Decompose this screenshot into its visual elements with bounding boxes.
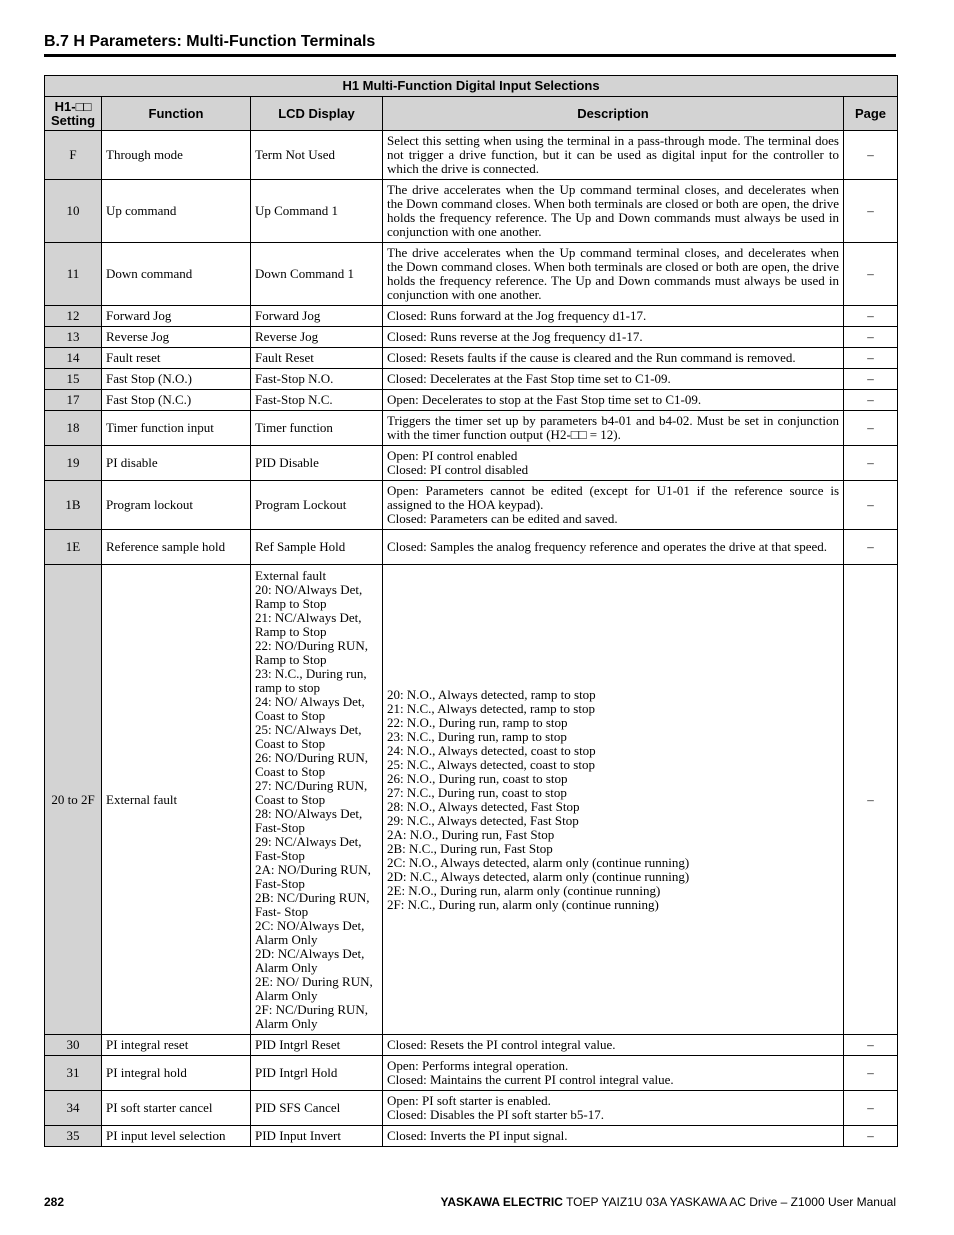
lcd-display-cell-line: Fast- Stop xyxy=(255,903,309,919)
description-cell-line: 2C: N.O., Always detected, alarm only (continue running) xyxy=(387,854,690,870)
lcd-display-cell xyxy=(251,348,383,369)
table-row xyxy=(45,411,898,446)
description-cell xyxy=(383,481,844,530)
lcd-display-cell-line: 23: N.C., During run, xyxy=(255,665,367,681)
footer-manual-title: TOEP YAIZ1U 03A YASKAWA AC Drive – Z1000 User Manual xyxy=(566,1195,896,1209)
lcd-display-cell-line: Alarm Only xyxy=(255,987,318,1003)
description-cell-line: 25: N.C., Always detected, coast to stop xyxy=(387,756,595,772)
function-cell: Timer function input xyxy=(102,411,251,446)
lcd-display-cell-line: Alarm Only xyxy=(255,959,318,975)
lcd-display-cell xyxy=(251,243,383,306)
description-cell-line: Closed: Decelerates at the Fast Stop time set to C1-09. xyxy=(387,371,671,386)
footer-brand: YASKAWA ELECTRIC xyxy=(440,1195,563,1209)
lcd-display-cell-line: 22: NO/During RUN, xyxy=(255,637,369,653)
setting-cell: 13 xyxy=(45,327,102,348)
function-cell: PI disable xyxy=(102,446,251,481)
lcd-display-cell-line: Ref Sample Hold xyxy=(255,539,346,554)
lcd-display-cell xyxy=(251,180,383,243)
lcd-display-cell xyxy=(251,1126,383,1147)
lcd-display-cell-line: PID Disable xyxy=(255,455,319,470)
setting-cell: 17 xyxy=(45,390,102,411)
lcd-display-cell-line: 25: NC/Always Det, xyxy=(255,721,362,737)
function-cell: PI soft starter cancel xyxy=(102,1091,251,1126)
section-title: B.7 H Parameters: Multi-Function Terminals xyxy=(44,33,376,50)
description-cell-line: 29: N.C., Always detected, Fast Stop xyxy=(387,812,579,828)
description-cell-line: 2F: N.C., During run, alarm only (continue running) xyxy=(387,896,659,912)
description-cell-line: The drive accelerates when the Up command terminal closes, and decelerates when the Down command closes. When both terminals are closed or both are open, the drive holds the frequency reference. The Up and Down commands must always be used in conjunction with one another. xyxy=(387,245,839,302)
lcd-display-cell-line: Ramp to Stop xyxy=(255,623,327,639)
function-cell: Program lockout xyxy=(102,481,251,530)
setting-cell: 12 xyxy=(45,306,102,327)
description-cell-line: Closed: Runs forward at the Jog frequency d1-17. xyxy=(387,308,647,323)
lcd-display-cell-line: Coast to Stop xyxy=(255,791,326,807)
lcd-display-cell xyxy=(251,369,383,390)
table-row xyxy=(45,1091,898,1126)
table-row xyxy=(45,327,898,348)
lcd-display-cell-line: Ramp to Stop xyxy=(255,651,327,667)
function-cell: Fast Stop (N.O.) xyxy=(102,369,251,390)
setting-cell: 10 xyxy=(45,180,102,243)
page-cell: – xyxy=(844,180,898,243)
lcd-display-cell xyxy=(251,306,383,327)
page-cell: – xyxy=(844,446,898,481)
table-row xyxy=(45,131,898,180)
description-cell-line: 22: N.O., During run, ramp to stop xyxy=(387,714,568,730)
function-cell: PI integral reset xyxy=(102,1035,251,1056)
description-cell-line: Open: Performs integral operation. xyxy=(387,1058,569,1073)
description-cell xyxy=(383,446,844,481)
setting-cell: 11 xyxy=(45,243,102,306)
page-cell: – xyxy=(844,1035,898,1056)
lcd-display-cell-line: 26: NO/During RUN, xyxy=(255,749,369,765)
description-cell-line: 21: N.C., Always detected, ramp to stop xyxy=(387,700,595,716)
setting-cell: 15 xyxy=(45,369,102,390)
lcd-display-cell xyxy=(251,565,383,1035)
setting-cell: 31 xyxy=(45,1056,102,1091)
description-cell-line: Closed: Runs reverse at the Jog frequency d1-17. xyxy=(387,329,643,344)
lcd-display-cell-line: Coast to Stop xyxy=(255,707,326,723)
description-cell-line: 27: N.C., During run, coast to stop xyxy=(387,784,567,800)
lcd-display-cell-line: External fault xyxy=(255,567,327,583)
description-cell xyxy=(383,1126,844,1147)
page-cell: – xyxy=(844,565,898,1035)
function-cell: Fast Stop (N.C.) xyxy=(102,390,251,411)
table-caption: H1 Multi-Function Digital Input Selections xyxy=(45,76,898,97)
lcd-display-cell-line: Fast-Stop xyxy=(255,819,305,835)
lcd-display-cell-line: Fault Reset xyxy=(255,350,314,365)
page-cell: – xyxy=(844,1091,898,1126)
description-cell-line: 26: N.O., During run, coast to stop xyxy=(387,770,568,786)
description-cell xyxy=(383,530,844,565)
description-cell xyxy=(383,327,844,348)
function-cell: PI integral hold xyxy=(102,1056,251,1091)
lcd-display-cell-line: 2F: NC/During RUN, xyxy=(255,1001,369,1017)
lcd-display-cell-line: Fast-Stop xyxy=(255,875,305,891)
description-cell-line: Open: Parameters cannot be edited (except for U1-01 if the reference source is assigned to the HOA keypad). xyxy=(387,483,839,512)
description-cell-line: Open: PI soft starter is enabled. xyxy=(387,1093,551,1108)
description-cell-line: 2B: N.C., During run, Fast Stop xyxy=(387,840,553,856)
description-cell-line: Closed: Maintains the current PI control integral value. xyxy=(387,1072,674,1087)
description-cell xyxy=(383,1091,844,1126)
lcd-display-cell-line: Forward Jog xyxy=(255,308,321,323)
setting-cell: F xyxy=(45,131,102,180)
description-cell-line: 20: N.O., Always detected, ramp to stop xyxy=(387,686,596,702)
lcd-display-cell-line: Alarm Only xyxy=(255,1015,318,1031)
lcd-display-cell xyxy=(251,1035,383,1056)
column-header-page: Page xyxy=(844,97,898,131)
function-cell: Up command xyxy=(102,180,251,243)
function-cell: Reference sample hold xyxy=(102,530,251,565)
table-row xyxy=(45,390,898,411)
description-cell-line: 28: N.O., Always detected, Fast Stop xyxy=(387,798,580,814)
table-row xyxy=(45,1035,898,1056)
lcd-display-cell-line: 2D: NC/Always Det, xyxy=(255,945,365,961)
description-cell-line: Closed: Disables the PI soft starter b5-17. xyxy=(387,1107,604,1122)
page-cell: – xyxy=(844,327,898,348)
table-row xyxy=(45,180,898,243)
setting-cell: 19 xyxy=(45,446,102,481)
lcd-display-cell xyxy=(251,446,383,481)
lcd-display-cell xyxy=(251,1056,383,1091)
function-cell: Forward Jog xyxy=(102,306,251,327)
description-cell-line: Open: PI control enabled xyxy=(387,448,518,463)
lcd-display-cell-line: PID Intgrl Reset xyxy=(255,1037,341,1052)
description-cell-line: Closed: Inverts the PI input signal. xyxy=(387,1128,568,1143)
description-cell-line: Triggers the timer set up by parameters b4-01 and b4-02. Must be set in conjunction with the timer function output (H2-□□ = 12). xyxy=(387,413,839,442)
function-cell: External fault xyxy=(102,565,251,1035)
function-cell: PI input level selection xyxy=(102,1126,251,1147)
page-cell: – xyxy=(844,348,898,369)
column-header-lcd-display: LCD Display xyxy=(251,97,383,131)
lcd-display-cell xyxy=(251,411,383,446)
description-cell-line: 2D: N.C., Always detected, alarm only (continue running) xyxy=(387,868,690,884)
setting-cell: 20 to 2F xyxy=(45,565,102,1035)
setting-cell: 1B xyxy=(45,481,102,530)
lcd-display-cell-line: 27: NC/During RUN, xyxy=(255,777,368,793)
description-cell-line: Closed: Resets faults if the cause is cleared and the Run command is removed. xyxy=(387,350,796,365)
lcd-display-cell-line: Program Lockout xyxy=(255,497,347,512)
column-header-function: Function xyxy=(102,97,251,131)
lcd-display-cell xyxy=(251,131,383,180)
description-cell-line: 23: N.C., During run, ramp to stop xyxy=(387,728,567,744)
table-row xyxy=(45,306,898,327)
lcd-display-cell-line: 2C: NO/Always Det, xyxy=(255,917,365,933)
description-cell xyxy=(383,348,844,369)
page-cell: – xyxy=(844,481,898,530)
lcd-display-cell-line: 2A: NO/During RUN, xyxy=(255,861,371,877)
setting-cell: 14 xyxy=(45,348,102,369)
lcd-display-cell-line: PID Intgrl Hold xyxy=(255,1065,338,1080)
table-row xyxy=(45,446,898,481)
table-row xyxy=(45,481,898,530)
function-cell: Through mode xyxy=(102,131,251,180)
lcd-display-cell-line: Fast-Stop N.O. xyxy=(255,371,334,386)
setting-cell: 18 xyxy=(45,411,102,446)
page-cell: – xyxy=(844,131,898,180)
table-row xyxy=(45,243,898,306)
page-cell: – xyxy=(844,1056,898,1091)
description-cell-line: Closed: Samples the analog frequency reference and operates the drive at that speed. xyxy=(387,539,828,554)
description-cell-line: Closed: Resets the PI control integral value. xyxy=(387,1037,616,1052)
page-number: 282 xyxy=(44,1195,65,1209)
lcd-display-cell xyxy=(251,481,383,530)
description-cell-line: Select this setting when using the terminal in a pass-through mode. The terminal does not trigger a drive function, but it can be used as digital input for the controller to which the drive is connected. xyxy=(387,133,839,176)
function-cell: Down command xyxy=(102,243,251,306)
description-cell-line: Closed: PI control disabled xyxy=(387,462,529,477)
lcd-display-cell-line: Up Command 1 xyxy=(255,203,339,218)
lcd-display-cell-line: PID Input Invert xyxy=(255,1128,341,1143)
lcd-display-cell-line: Fast-Stop N.C. xyxy=(255,392,333,407)
description-cell-line: The drive accelerates when the Up command terminal closes, and decelerates when the Down command closes. When both terminals are closed or both are open, the drive holds the frequency reference. The Up and Down commands must always be used in conjunction with one another. xyxy=(387,182,839,239)
table-row xyxy=(45,530,898,565)
table-row xyxy=(45,348,898,369)
description-cell xyxy=(383,1035,844,1056)
title-rule xyxy=(44,54,896,57)
description-cell xyxy=(383,180,844,243)
page-cell: – xyxy=(844,306,898,327)
description-cell xyxy=(383,306,844,327)
lcd-display-cell-line: 29: NC/Always Det, xyxy=(255,833,362,849)
lcd-display-cell xyxy=(251,390,383,411)
page-cell: – xyxy=(844,411,898,446)
lcd-display-cell-line: 2E: NO/ During RUN, xyxy=(255,973,373,989)
table-row xyxy=(45,369,898,390)
setting-cell: 34 xyxy=(45,1091,102,1126)
lcd-display-cell-line: Timer function xyxy=(255,420,333,435)
lcd-display-cell-line: Term Not Used xyxy=(255,147,335,162)
lcd-display-cell-line: 21: NC/Always Det, xyxy=(255,609,362,625)
description-cell-line: Closed: Parameters can be edited and saved. xyxy=(387,511,618,526)
table-body xyxy=(45,131,898,1147)
description-cell xyxy=(383,1056,844,1091)
description-cell xyxy=(383,369,844,390)
lcd-display-cell-line: Ramp to Stop xyxy=(255,595,327,611)
lcd-display-cell xyxy=(251,1091,383,1126)
table-row xyxy=(45,565,898,1035)
table-row xyxy=(45,1056,898,1091)
page-cell: – xyxy=(844,1126,898,1147)
setting-cell: 35 xyxy=(45,1126,102,1147)
lcd-display-cell-line: Alarm Only xyxy=(255,931,318,947)
description-cell-line: 24: N.O., Always detected, coast to stop xyxy=(387,742,596,758)
lcd-display-cell xyxy=(251,327,383,348)
setting-cell: 30 xyxy=(45,1035,102,1056)
description-cell xyxy=(383,243,844,306)
page-cell: – xyxy=(844,530,898,565)
lcd-display-cell-line: Coast to Stop xyxy=(255,763,326,779)
column-header-setting: H1-□□ Setting xyxy=(45,97,102,131)
lcd-display-cell-line: Coast to Stop xyxy=(255,735,326,751)
lcd-display-cell-line: ramp to stop xyxy=(255,679,320,695)
page-cell: – xyxy=(844,243,898,306)
lcd-display-cell-line: 20: NO/Always Det, xyxy=(255,581,363,597)
lcd-display-cell-line: Fast-Stop xyxy=(255,847,305,863)
description-cell xyxy=(383,565,844,1035)
function-cell: Reverse Jog xyxy=(102,327,251,348)
description-cell xyxy=(383,411,844,446)
lcd-display-cell-line: PID SFS Cancel xyxy=(255,1100,341,1115)
description-cell-line: 2E: N.O., During run, alarm only (continue running) xyxy=(387,882,661,898)
footer-manual-ref xyxy=(440,1195,896,1209)
page-cell: – xyxy=(844,390,898,411)
description-cell xyxy=(383,131,844,180)
table-row xyxy=(45,1126,898,1147)
page-cell: – xyxy=(844,369,898,390)
description-cell-line: Open: Decelerates to stop at the Fast Stop time set to C1-09. xyxy=(387,392,702,407)
description-cell-line: 2A: N.O., During run, Fast Stop xyxy=(387,826,555,842)
description-cell xyxy=(383,390,844,411)
lcd-display-cell-line: 2B: NC/During RUN, xyxy=(255,889,370,905)
h1-parameters-table xyxy=(44,75,898,1147)
function-cell: Fault reset xyxy=(102,348,251,369)
setting-cell: 1E xyxy=(45,530,102,565)
lcd-display-cell xyxy=(251,530,383,565)
lcd-display-cell-line: Down Command 1 xyxy=(255,266,354,281)
lcd-display-cell-line: 24: NO/ Always Det, xyxy=(255,693,365,709)
lcd-display-cell-line: 28: NO/Always Det, xyxy=(255,805,363,821)
column-header-description: Description xyxy=(383,97,844,131)
lcd-display-cell-line: Reverse Jog xyxy=(255,329,319,344)
